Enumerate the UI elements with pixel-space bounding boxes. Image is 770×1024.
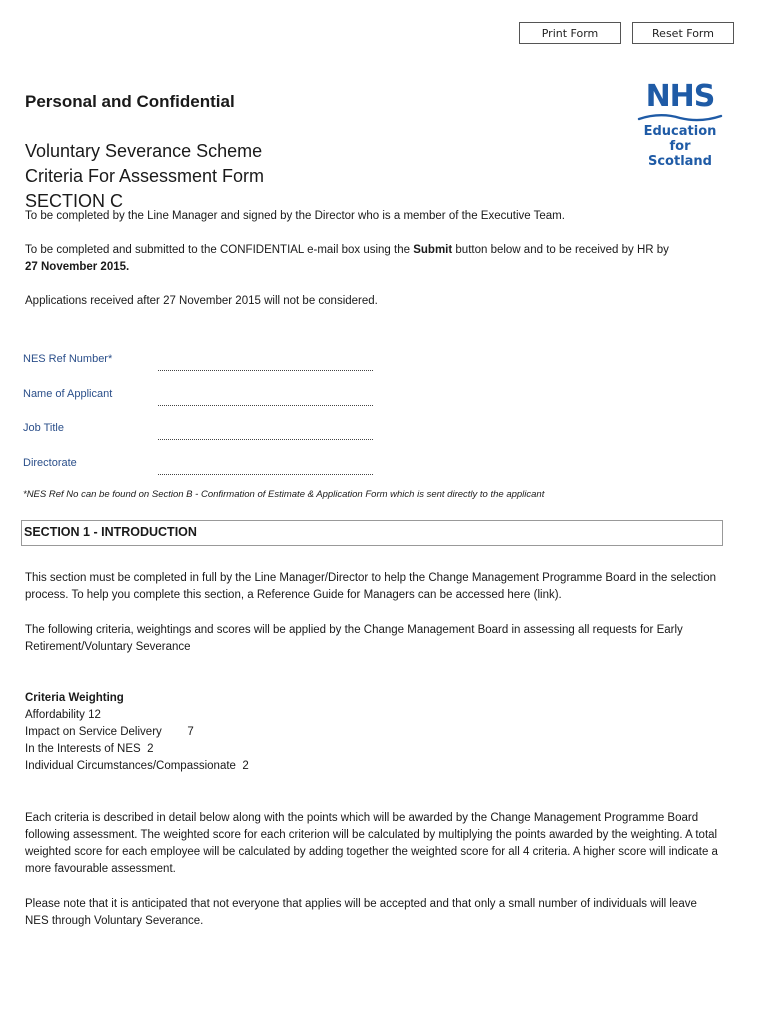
ref-number-note: *NES Ref No can be found on Section B - Confirmation of Estimate & Application Form which is sent directly to the applicant [23, 489, 545, 500]
criteria-header: Criteria Weighting [25, 692, 124, 704]
section1-para4: Please note that it is anticipated that not everyone that applies will be accepted and that only a small number of individuals will leave NES through Voluntary Severance. [25, 898, 697, 927]
logo-for-text: for [669, 139, 691, 154]
section1-para3: Each criteria is described in detail below along with the points which will be awarded by the Change Management Programme Board following assessment. The weighted score for each criterion will be calculated by multiplying the points awarded by the weighting. A total weighted score for each employee will be calculated by adding together the weighted score for all 4 criteria. A higher score will indicate a more favourable assessment. [25, 812, 718, 875]
intro-line2-pre: To be completed and submitted to the CONFIDENTIAL e-mail box using the [25, 244, 414, 256]
intro-deadline: 27 November 2015. [25, 261, 130, 273]
logo-education-text: Education [643, 124, 717, 139]
nhs-logo [632, 79, 728, 169]
confidential-heading: Personal and Confidential [25, 92, 235, 111]
form-title-section: SECTION C [25, 191, 124, 211]
intro-line3: Applications received after 27 November 2015 will not be considered. [25, 295, 378, 307]
intro-line1: To be completed by the Line Manager and signed by the Director who is a member of the Executive Team. [25, 210, 565, 222]
section1-header-box [21, 520, 723, 546]
directorate-label: Directorate [23, 457, 77, 469]
applicant-name-label: Name of Applicant [23, 388, 113, 400]
applicant-name-field[interactable] [158, 393, 373, 406]
reset-form-button[interactable]: Reset Form [632, 22, 734, 44]
criteria-row: In the Interests of NES 2 [25, 743, 154, 755]
intro-submit-word: Submit [413, 244, 453, 256]
ref-number-label: NES Ref Number* [23, 353, 113, 365]
ref-number-field[interactable] [158, 358, 373, 371]
logo-swoosh-icon [635, 113, 725, 122]
criteria-row: Affordability 12 [25, 709, 101, 721]
form-title-line1: Voluntary Severance Scheme [25, 141, 263, 161]
intro-line2-post: button below and to be received by HR by [452, 244, 669, 256]
logo-nhs-text: NHS [645, 79, 715, 114]
criteria-row: Individual Circumstances/Compassionate 2 [25, 760, 249, 772]
logo-scotland-text: Scotland [647, 154, 712, 169]
directorate-field[interactable] [158, 462, 373, 475]
intro-line2 [25, 242, 725, 276]
job-title-label: Job Title [23, 422, 64, 434]
section1-heading: SECTION 1 - INTRODUCTION [24, 525, 197, 539]
section1-para1: This section must be completed in full by the Line Manager/Director to help the Change Management Programme Board in the selection process. To help you complete this section, a Reference Guide for Managers can be accessed here (link). [25, 572, 717, 601]
criteria-row: Impact on Service Delivery 7 [25, 726, 194, 738]
form-title-line2: Criteria For Assessment Form [25, 166, 265, 186]
job-title-field[interactable] [158, 427, 373, 440]
print-form-button[interactable]: Print Form [519, 22, 621, 44]
section1-para2: The following criteria, weightings and scores will be applied by the Change Management Board in assessing all requests for Early Retirement/Voluntary Severance [25, 624, 683, 653]
